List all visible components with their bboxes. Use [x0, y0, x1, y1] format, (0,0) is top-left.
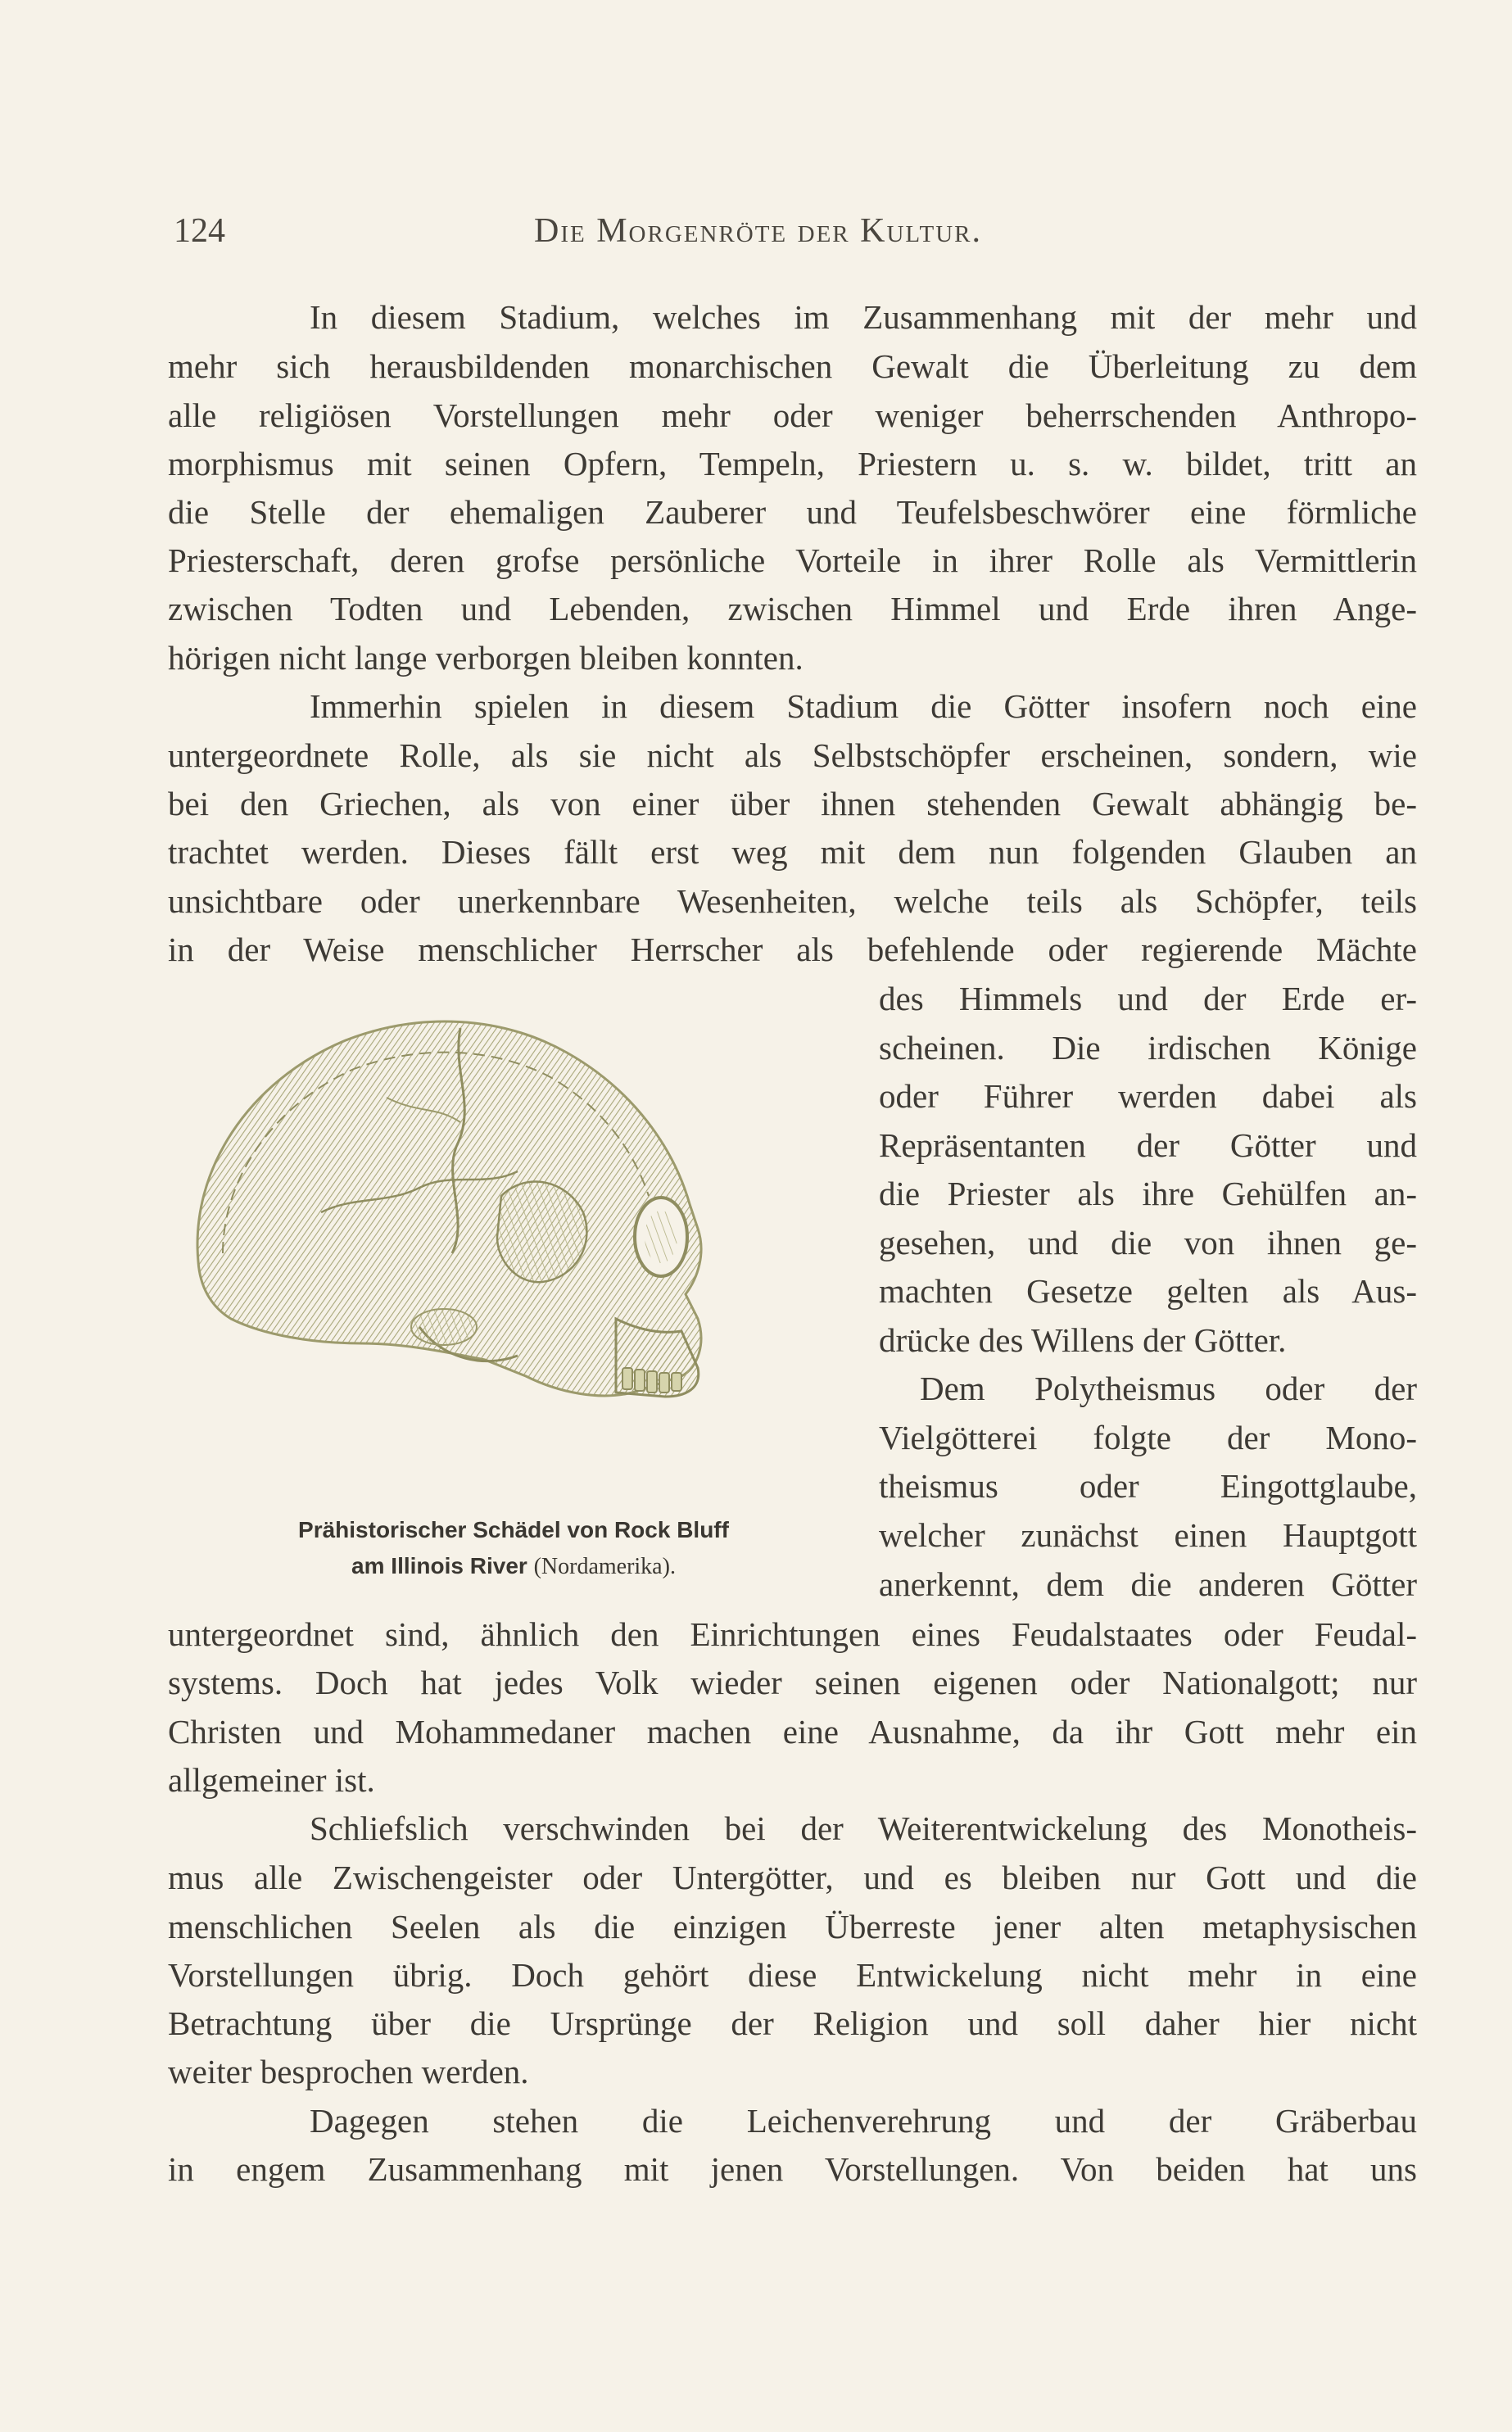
text-line: Priesterschaft, deren grofse persönliche Vorteile in ihrer Rolle als Vermittlerin — [168, 541, 1417, 579]
text-line: menschlichen Seelen als die einzigen Überreste jener alten metaphysischen — [168, 1908, 1417, 1945]
text-line: anerkennt, dem die anderen Götter — [879, 1565, 1417, 1603]
text-line: gesehen, und die von ihnen ge- — [879, 1224, 1417, 1261]
text-line: Vielgötterei folgte der Mono- — [879, 1419, 1417, 1456]
text-line: untergeordnet sind, ähnlich den Einrichtungen eines Feudalstaates oder Feudal- — [168, 1615, 1417, 1653]
text-line: Repräsentanten der Götter und — [879, 1126, 1417, 1164]
text-line: zwischen Todten und Lebenden, zwischen Himmel und Erde ihren Ange- — [168, 590, 1417, 627]
text-line: die Stelle der ehemaligen Zauberer und Teufelsbeschwörer eine förmliche — [168, 493, 1417, 531]
text-line: weiter besprochen werden. — [168, 2053, 529, 2090]
text-line: unsichtbare oder unerkennbare Wesenheiten, welche teils als Schöpfer, teils — [168, 882, 1417, 920]
text-line: welcher zunächst einen Hauptgott — [879, 1516, 1417, 1554]
text-line: Christen und Mohammedaner machen eine Ausnahme, da ihr Gott mehr ein — [168, 1713, 1417, 1750]
figure-caption-location: am Illinois River — [351, 1553, 527, 1578]
text-line: mus alle Zwischengeister oder Untergötter, und es bleiben nur Gott und die — [168, 1859, 1417, 1896]
text-line: des Himmels und der Erde er- — [879, 980, 1417, 1017]
page-header — [174, 211, 1427, 260]
text-line: bei den Griechen, als von einer über ihnen stehenden Gewalt abhängig be- — [168, 785, 1417, 822]
page-number: 124 — [174, 212, 225, 250]
text-line: trachtet werden. Dieses fällt erst weg mit dem nun folgenden Glauben an — [168, 833, 1417, 871]
text-line: drücke des Willens der Götter. — [879, 1321, 1287, 1359]
text-line: morphismus mit seinen Opfern, Tempeln, Priestern u. s. w. bildet, tritt an — [168, 445, 1417, 482]
text-line: Betrachtung über die Ursprünge der Religion und soll daher hier nicht — [168, 2004, 1417, 2042]
text-line: alle religiösen Vorstellungen mehr oder weniger beherrschenden Anthropo- — [168, 396, 1417, 434]
running-head: Die Morgenröte der Kultur. — [534, 212, 982, 250]
text-line: mehr sich herausbildenden monarchischen Gewalt die Überleitung zu dem — [168, 347, 1417, 385]
text-line: Dem Polytheismus oder der — [920, 1370, 1417, 1407]
text-line: systems. Doch hat jedes Volk wieder seinen eigenen oder Nationalgott; nur — [168, 1664, 1417, 1701]
text-line: machten Gesetze gelten als Aus- — [879, 1272, 1417, 1310]
text-line: untergeordnete Rolle, als sie nicht als Selbstschöpfer erscheinen, sondern, wie — [168, 736, 1417, 774]
text-line: in der Weise menschlicher Herrscher als befehlende oder regierende Mächte — [168, 931, 1417, 968]
text-line: In diesem Stadium, welches im Zusammenhang mit der mehr und — [310, 298, 1417, 336]
text-line: allgemeiner ist. — [168, 1761, 375, 1799]
text-line: hörigen nicht lange verborgen bleiben konnten. — [168, 639, 804, 677]
skull-icon — [174, 983, 853, 1491]
figure-caption-region: (Nordamerika). — [533, 1554, 676, 1579]
text-line: theismus oder Eingottglaube, — [879, 1467, 1417, 1505]
text-line: Vorstellungen übrig. Doch gehört diese Entwickelung nicht mehr in eine — [168, 1956, 1417, 1994]
text-line: Schliefslich verschwinden bei der Weiterentwickelung des Monotheis- — [310, 1809, 1417, 1847]
figure-caption-line1: Prähistorischer Schädel von Rock Bluff — [298, 1517, 729, 1542]
text-line: Dagegen stehen die Leichenverehrung und der Gräberbau — [310, 2102, 1417, 2140]
text-line: scheinen. Die irdischen Könige — [879, 1029, 1417, 1067]
text-line: oder Führer werden dabei als — [879, 1077, 1417, 1115]
text-line: die Priester als ihre Gehülfen an- — [879, 1175, 1417, 1212]
text-line: in engem Zusammenhang mit jenen Vorstellungen. Von beiden hat uns — [168, 2150, 1417, 2188]
skull-illustration — [174, 983, 853, 1491]
text-line: Immerhin spielen in diesem Stadium die Götter insofern noch eine — [310, 687, 1417, 725]
figure-caption-line2 — [174, 1553, 853, 1580]
